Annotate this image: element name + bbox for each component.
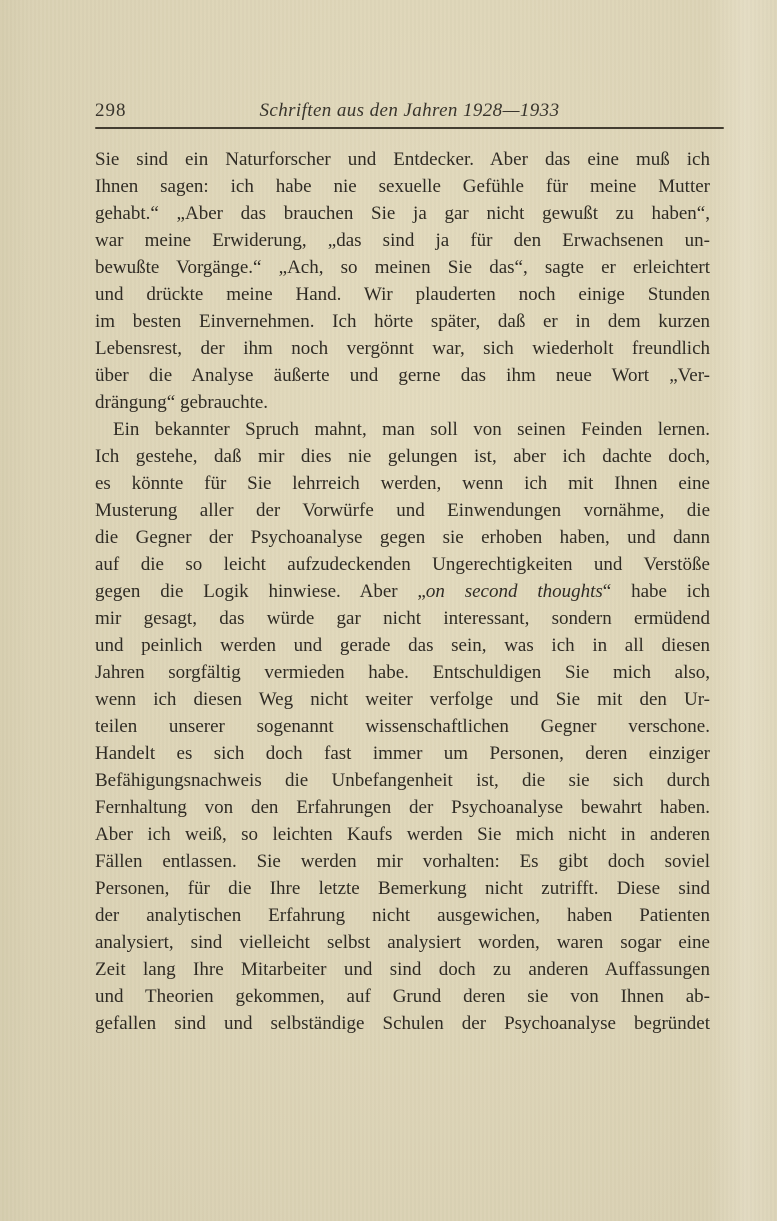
text-line: es könnte für Sie lehrreich werden, wenn ich mit Ihnen eine <box>95 473 710 494</box>
text-line: im besten Einvernehmen. Ich hörte später, daß er in dem kurzen <box>95 311 710 332</box>
body-text <box>95 146 710 1037</box>
text-line: die Gegner der Psychoanalyse gegen sie erhoben haben, und dann <box>95 527 710 548</box>
text-line: Aber ich weiß, so leichten Kaufs werden Sie mich nicht in anderen <box>95 824 710 845</box>
text-line: Sie sind ein Naturforscher und Entdecker. Aber das eine muß ich <box>95 149 710 170</box>
text-line: und peinlich werden und gerade das sein, was ich in all diesen <box>95 635 710 656</box>
text-line: Musterung aller der Vorwürfe und Einwendungen vornähme, die <box>95 500 710 521</box>
text-line: über die Analyse äußerte und gerne das ihm neue Wort „Ver- <box>95 365 710 386</box>
text-line: war meine Erwiderung, „das sind ja für den Erwachsenen un- <box>95 230 710 251</box>
text-line: drängung“ gebrauchte. <box>95 392 269 413</box>
text-line: Personen, für die Ihre letzte Bemerkung nicht zutrifft. Diese sind <box>95 878 710 899</box>
running-header <box>95 99 724 123</box>
text-line: Ein bekannter Spruch mahnt, man soll von seinen Feinden lernen. <box>113 419 710 440</box>
text-line: mir gesagt, das würde gar nicht interessant, sondern ermüdend <box>95 608 710 629</box>
header-title: Schriften aus den Jahren 1928—1933 <box>259 100 560 121</box>
text-line: bewußte Vorgänge.“ „Ach, so meinen Sie das“, sagte er erleichtert <box>95 257 710 278</box>
text-line: Jahren sorgfältig vermieden habe. Entschuldigen Sie mich also, <box>95 662 710 683</box>
header-rule <box>95 127 724 129</box>
text-line: Fernhaltung von den Erfahrungen der Psychoanalyse bewahrt haben. <box>95 797 710 818</box>
text-line: Handelt es sich doch fast immer um Personen, deren einziger <box>95 743 710 764</box>
text-line: Fällen entlassen. Sie werden mir vorhalten: Es gibt doch soviel <box>95 851 710 872</box>
text-line: teilen unserer sogenannt wissenschaftlichen Gegner verschone. <box>95 716 710 737</box>
text-line: Befähigungsnachweis die Unbefangenheit ist, die sie sich durch <box>95 770 710 791</box>
page-number: 298 <box>95 100 127 121</box>
text-line: Ihnen sagen: ich habe nie sexuelle Gefühle für meine Mutter <box>95 176 710 197</box>
text-line: auf die so leicht aufzudeckenden Ungerechtigkeiten und Verstöße <box>95 554 710 575</box>
text-line: Zeit lang Ihre Mitarbeiter und sind doch zu anderen Auffassungen <box>95 959 710 980</box>
text-line: gegen die Logik hinwiese. Aber „on second thoughts“ habe ich <box>95 581 711 602</box>
text-line: gehabt.“ „Aber das brauchen Sie ja gar nicht gewußt zu haben“, <box>95 203 710 224</box>
text-line: und Theorien gekommen, auf Grund deren sie von Ihnen ab- <box>95 986 710 1007</box>
text-line: Lebensrest, der ihm noch vergönnt war, sich wiederholt freundlich <box>95 338 710 359</box>
text-line: analysiert, sind vielleicht selbst analysiert worden, waren sogar eine <box>95 932 710 953</box>
text-line: wenn ich diesen Weg nicht weiter verfolge und Sie mit den Ur- <box>95 689 710 710</box>
text-line: gefallen sind und selbständige Schulen der Psychoanalyse begründet <box>95 1013 710 1034</box>
text-line: und drückte meine Hand. Wir plauderten noch einige Stunden <box>95 284 710 305</box>
text-line: Ich gestehe, daß mir dies nie gelungen ist, aber ich dachte doch, <box>95 446 710 467</box>
text-line: der analytischen Erfahrung nicht ausgewichen, haben Patienten <box>95 905 710 926</box>
